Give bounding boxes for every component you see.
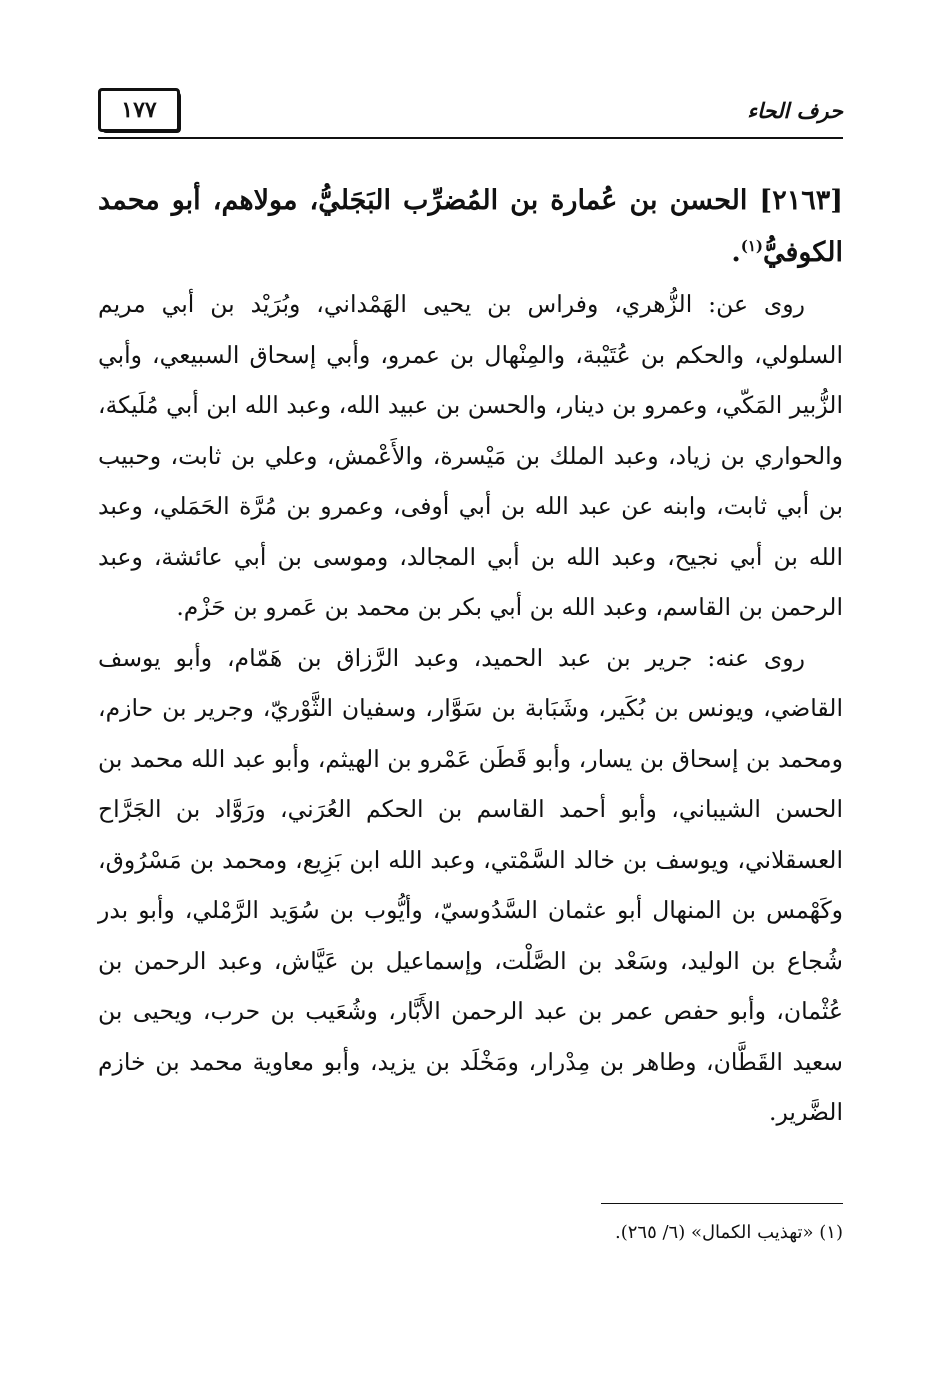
entry-title xyxy=(98,175,843,279)
page-header xyxy=(98,86,843,146)
body-text xyxy=(98,175,843,1138)
page-number: ١٧٧ xyxy=(98,88,180,132)
narrators-from-paragraph: روى عن: الزُّهري، وفراس بن يحيى الهَمْداني، وبُرَيْد بن أبي مريم السلولي، والحكم بن عُتَيْبة، والمِنْهال بن عمرو، وأبي إسحاق السبيعي، وأبي الزُّبير المَكّي، وعمرو بن دينار، والحسن بن عبيد الله، وعبد الله ابن أبي مُلَيكة، والحواري بن زياد، وعبد الملك بن مَيْسرة، والأَعْمش، وعلي بن ثابت، وحبيب بن أبي ثابت، وابنه عن عبد الله بن أبي أوفى، وعمرو بن مُرَّة الحَمَلي، وعبد الله بن أبي نجيح، وعبد الله بن أبي المجالد، وموسى بن أبي عائشة، وعبد الرحمن بن القاسم، وعبد الله بن أبي بكر بن محمد بن عَمرو بن حَزْم. xyxy=(98,290,843,621)
entry-title-end: . xyxy=(731,237,741,268)
narrators-to-paragraph: روى عنه: جرير بن عبد الحميد، وعبد الرَّزاق بن هَمّام، وأبو يوسف القاضي، ويونس بن بُكَير، وشَبَابة بن سَوَّار، وسفيان الثَّوْريّ، وجرير بن حازم، ومحمد بن إسحاق بن يسار، وأبو قَطَن عَمْرو بن الهيثم، وأبو عبد الله محمد بن الحسن الشيباني، وأبو أحمد القاسم بن الحكم العُرَني، ورَوَّاد بن الجَرَّاح العسقلاني، ويوسف بن خالد السَّمْتي، وعبد الله ابن بَزِيع، ومحمد بن مَسْرُوق، وكَهْمس بن المنهال أبو عثمان السَّدُوسيّ، وأيُّوب بن سُوَيد الرَّمْلي، وأبو بدر شُجاع بن الوليد، وسَعْد بن الصَّلْت، وإسماعيل بن عَيَّاش، وعبد الرحمن بن عُثْمان، وأبو حفص عمر بن عبد الرحمن الأَبَّار، وشُعَيب بن حرب، ويحيى بن سعيد القَطَّان، وطاهر بن مِدْرار، ومَخْلَد بن يزيد، وأبو معاوية محمد بن خازم الضَّرير. xyxy=(98,643,843,1126)
footnote: (١) «تهذيب الكمال» (٦/ ٢٦٥). xyxy=(614,1222,843,1243)
footnote-rule xyxy=(601,1203,843,1204)
running-title: حرف الحاء xyxy=(747,98,843,123)
entry-title-text: [٢١٦٣] الحسن بن عُمارة بن المُضرِّب البَجَليُّ، مولاهم، أبو محمد الكوفيُّ xyxy=(98,185,843,268)
header-rule xyxy=(98,137,843,139)
footnote-reference: (١) xyxy=(740,237,763,255)
